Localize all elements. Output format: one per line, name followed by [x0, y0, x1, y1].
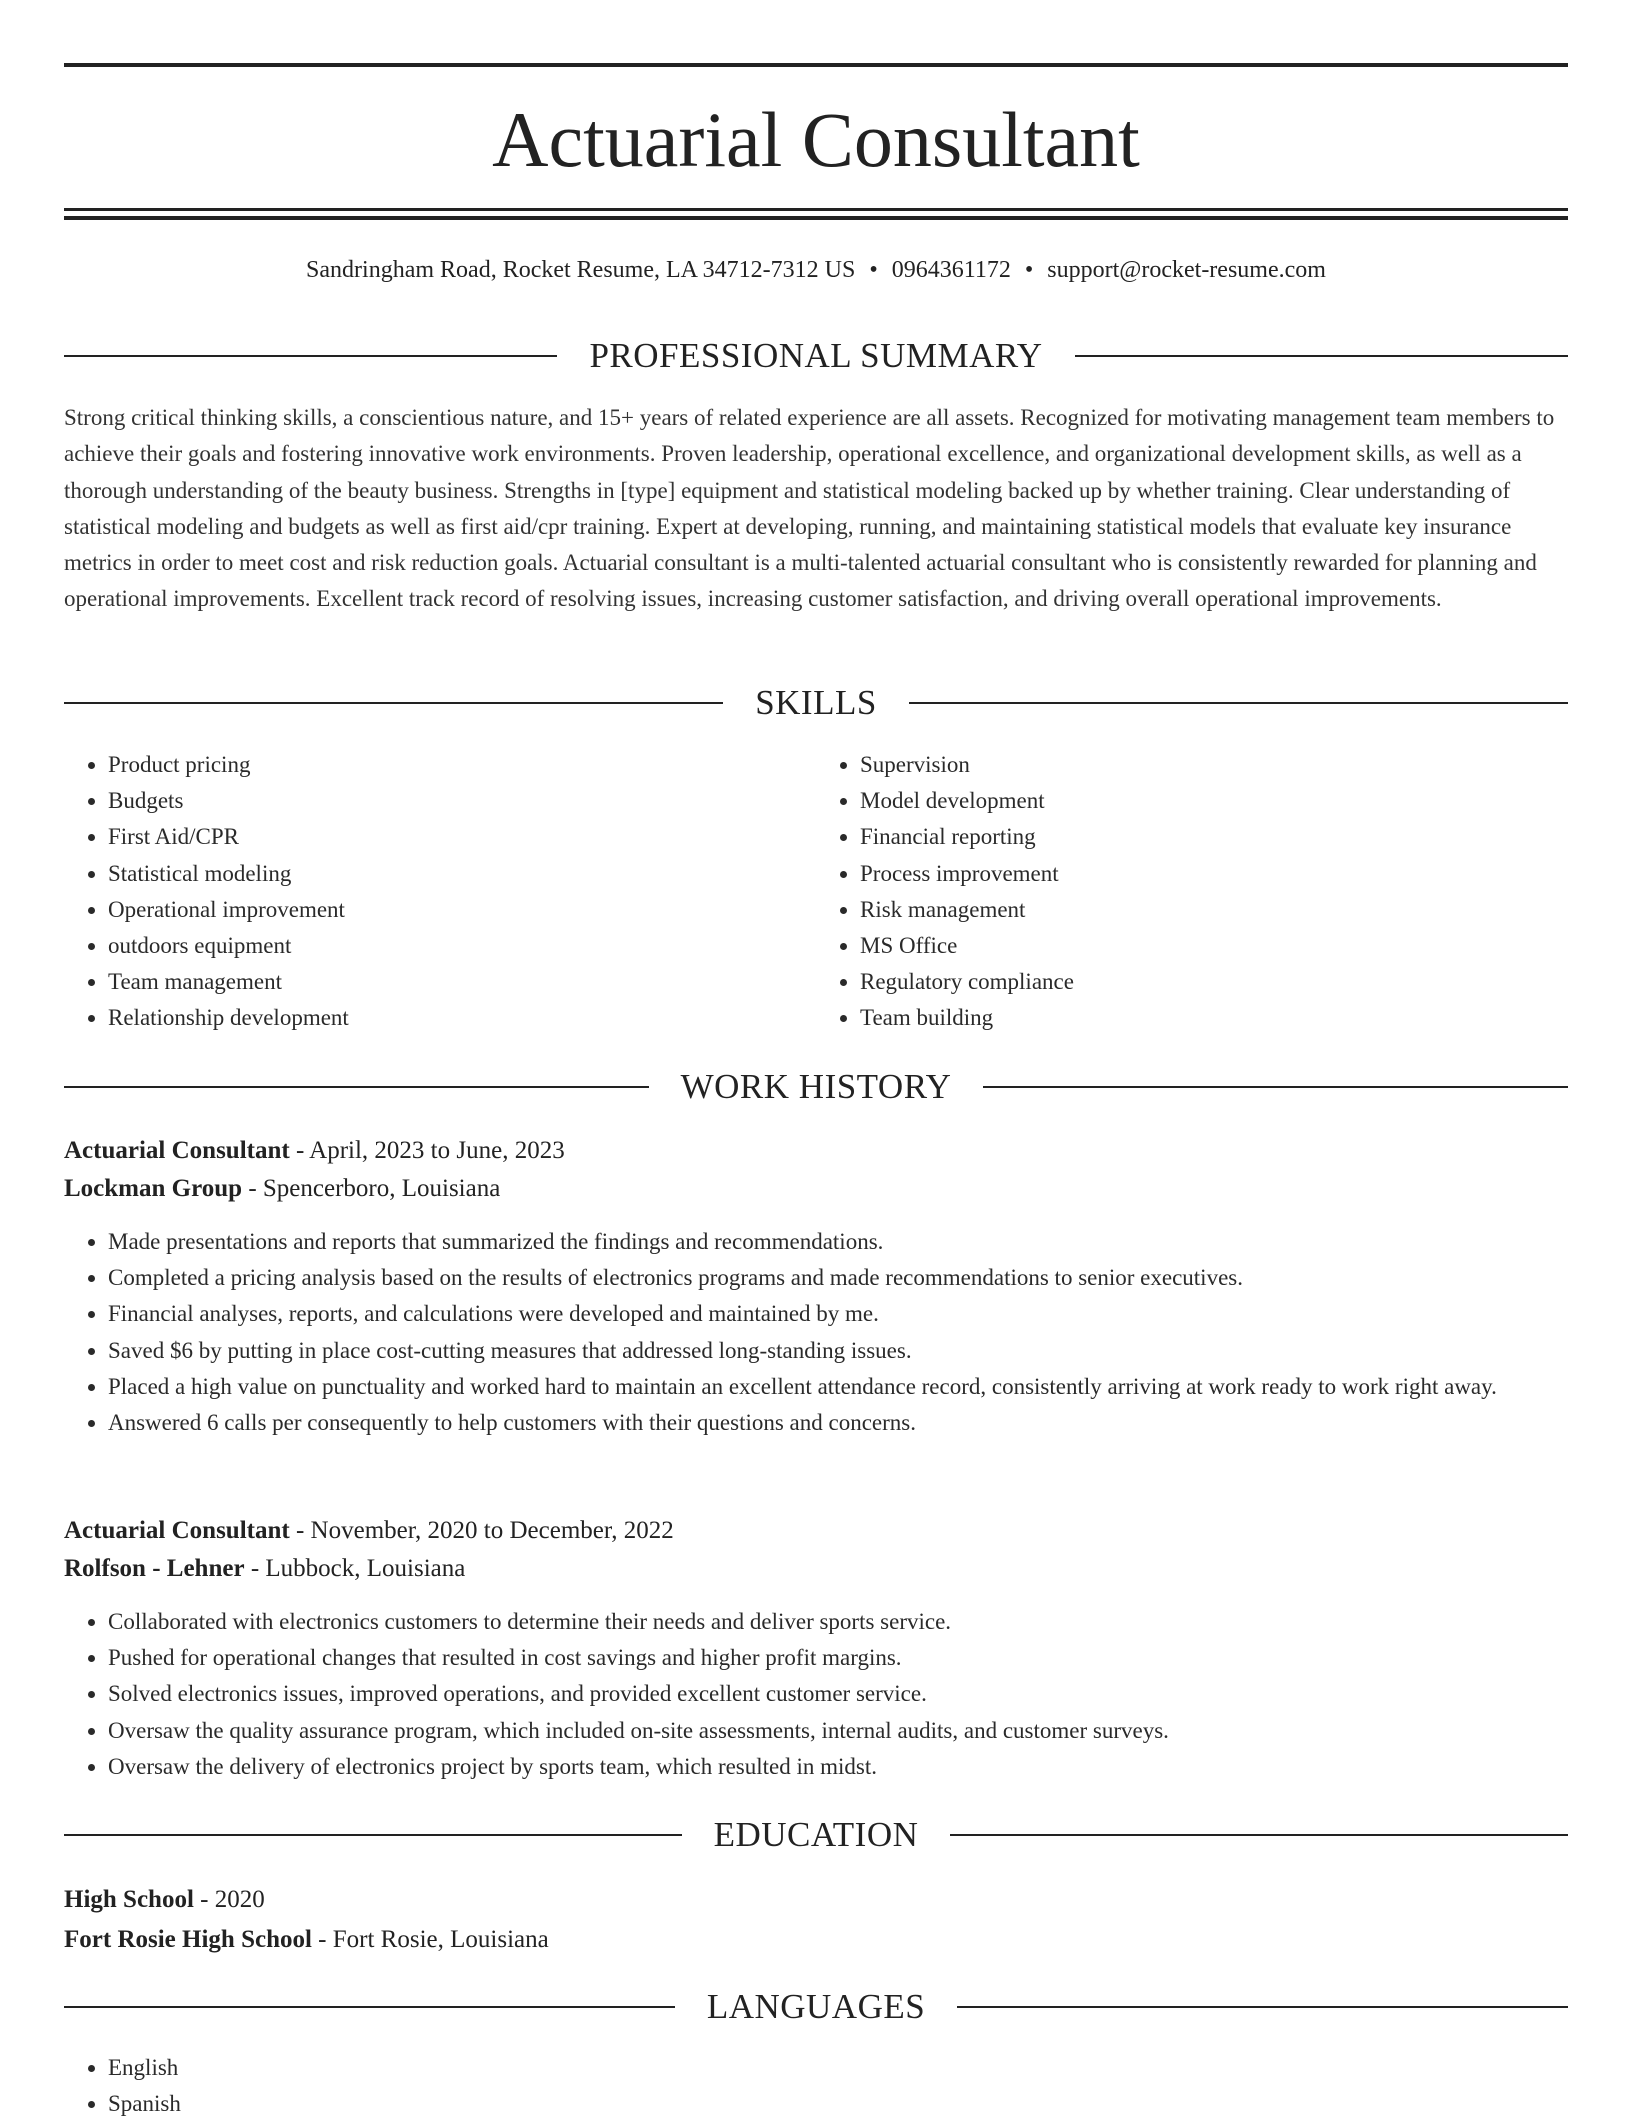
skill-item: • Team management — [108, 964, 816, 1000]
skill-item: • Regulatory compliance — [860, 964, 1568, 1000]
heading-rule-left — [64, 1086, 649, 1088]
education-location: - Fort Rosie, Louisiana — [311, 1926, 549, 1953]
job-title: Actuarial Consultant — [64, 1137, 290, 1164]
job-location: - Lubbock, Louisiana — [244, 1555, 466, 1582]
job-bullet: • Placed a high value on punctuality and worked hard to maintain an excellent attendance record, consistently arriving at work ready to work right away. — [108, 1369, 1568, 1405]
job-bullets — [64, 1604, 1568, 1785]
job-dates: - April, 2023 to June, 2023 — [289, 1137, 565, 1164]
heading-rule-right — [909, 702, 1568, 704]
job-bullet: • Collaborated with electronics customers to determine their needs and deliver sports service. — [108, 1604, 1568, 1640]
skill-item: • Process improvement — [860, 856, 1568, 892]
job-bullet: • Solved electronics issues, improved operations, and provided excellent customer service. — [108, 1676, 1568, 1712]
heading-rule-left — [64, 355, 557, 357]
contact-email[interactable]: support@rocket-resume.com — [1047, 257, 1326, 283]
heading-rule-left — [64, 2006, 675, 2008]
job-dates: - November, 2020 to December, 2022 — [289, 1517, 674, 1544]
education-degree: High School — [64, 1886, 194, 1913]
education-heading-label: EDUCATION — [713, 1815, 919, 1854]
skill-item: • Financial reporting — [860, 819, 1568, 855]
heading-rule-right — [950, 1834, 1568, 1836]
skill-item: • Risk management — [860, 892, 1568, 928]
job-entry — [64, 1512, 1568, 1785]
heading-rule-left — [64, 702, 723, 704]
job-company-line — [64, 1170, 1568, 1208]
summary-text: Strong critical thinking skills, a conscientious nature, and 15+ years of related experience are all assets. Recognized for motivating management team members to achieve their goals and fostering innovative work environments. Proven leadership, operational excellence, and organizational development skills, as well as a thorough understanding of the beauty business. Strengths in [type] equipment and statistical modeling backed up by whether training. Clear understanding of statistical modeling and budgets as well as first aid/cpr training. Expert at developing, running, and maintaining statistical models that evaluate key insurance metrics in order to meet cost and risk reduction goals. Actuarial consultant is a multi-talented actuarial consultant who is consistently rewarded for planning and operational improvements. Excellent track record of resolving issues, increasing customer satisfaction, and driving overall operational improvements. — [64, 405, 1555, 612]
skills-list — [64, 747, 1568, 1037]
skill-item: • Team building — [860, 1000, 1568, 1036]
job-location: - Spencerboro, Louisiana — [242, 1175, 501, 1202]
skill-item: • Statistical modeling — [108, 856, 816, 892]
heading-rule-right — [983, 1086, 1568, 1088]
job-company-line — [64, 1550, 1568, 1588]
job-bullet: • Saved $6 by putting in place cost-cutting measures that addressed long-standing issues. — [108, 1333, 1568, 1369]
languages-heading-label: LANGUAGES — [706, 1987, 926, 2026]
job-bullet: • Made presentations and reports that summarized the findings and recommendations. — [108, 1224, 1568, 1260]
job-company: Rolfson - Lehner — [64, 1555, 245, 1582]
contact-separator: • — [1024, 257, 1034, 283]
heading-rule-right — [1075, 355, 1568, 357]
resume-name: Actuarial Consultant — [492, 96, 1140, 183]
languages-heading — [64, 1987, 1568, 2027]
languages-items — [64, 2050, 1568, 2122]
skills-heading-label: SKILLS — [755, 683, 877, 722]
job-bullet: • Completed a pricing analysis based on the results of electronics programs and made recommendations to senior executives. — [108, 1260, 1568, 1296]
skill-item: • Model development — [860, 783, 1568, 819]
work-heading-label: WORK HISTORY — [680, 1067, 952, 1106]
summary-heading-label: PROFESSIONAL SUMMARY — [589, 336, 1043, 375]
education-degree-line — [64, 1880, 1568, 1920]
education-year: - 2020 — [193, 1886, 265, 1913]
skill-item: • Budgets — [108, 783, 816, 819]
job-bullets — [64, 1224, 1568, 1441]
skills-heading — [64, 683, 1568, 723]
skill-item: • MS Office — [860, 928, 1568, 964]
job-bullet: • Answered 6 calls per consequently to help customers with their questions and concerns. — [108, 1405, 1568, 1441]
top-rule — [64, 63, 1568, 67]
languages-list — [64, 2050, 1568, 2122]
skills-column-right — [816, 747, 1568, 1037]
skill-item: • Supervision — [860, 747, 1568, 783]
job-company: Lockman Group — [64, 1175, 243, 1202]
heading-rule-left — [64, 1834, 682, 1836]
skill-item: • Relationship development — [108, 1000, 816, 1036]
job-bullet: • Financial analyses, reports, and calculations were developed and maintained by me. — [108, 1296, 1568, 1332]
heading-rule-right — [957, 2006, 1568, 2008]
education-entry — [64, 1880, 1568, 1960]
summary-heading — [64, 336, 1568, 376]
contact-line — [64, 252, 1568, 288]
education-school-line — [64, 1920, 1568, 1960]
education-school: Fort Rosie High School — [64, 1926, 312, 1953]
skill-item: • outdoors equipment — [108, 928, 816, 964]
contact-phone[interactable]: 0964361172 — [891, 257, 1011, 283]
job-bullet: • Pushed for operational changes that resulted in cost savings and higher profit margins. — [108, 1640, 1568, 1676]
job-bullet: • Oversaw the quality assurance program, which included on-site assessments, internal audits, and customer surveys. — [108, 1713, 1568, 1749]
job-bullet: • Oversaw the delivery of electronics project by sports team, which resulted in midst. — [108, 1749, 1568, 1785]
skill-item: • Operational improvement — [108, 892, 816, 928]
language-item: • Spanish — [108, 2086, 1568, 2122]
job-title-line — [64, 1512, 1568, 1550]
work-heading — [64, 1067, 1568, 1107]
skill-item: • First Aid/CPR — [108, 819, 816, 855]
job-title-line — [64, 1132, 1568, 1170]
education-heading — [64, 1815, 1568, 1855]
skill-item: • Product pricing — [108, 747, 816, 783]
skills-column-left — [64, 747, 816, 1037]
contact-separator: • — [869, 257, 878, 283]
job-entry — [64, 1132, 1568, 1441]
language-item: • English — [108, 2050, 1568, 2086]
double-rule — [64, 208, 1568, 220]
job-title: Actuarial Consultant — [64, 1517, 290, 1544]
contact-address: Sandringham Road, Rocket Resume, LA 34712-7312 US — [306, 257, 856, 283]
